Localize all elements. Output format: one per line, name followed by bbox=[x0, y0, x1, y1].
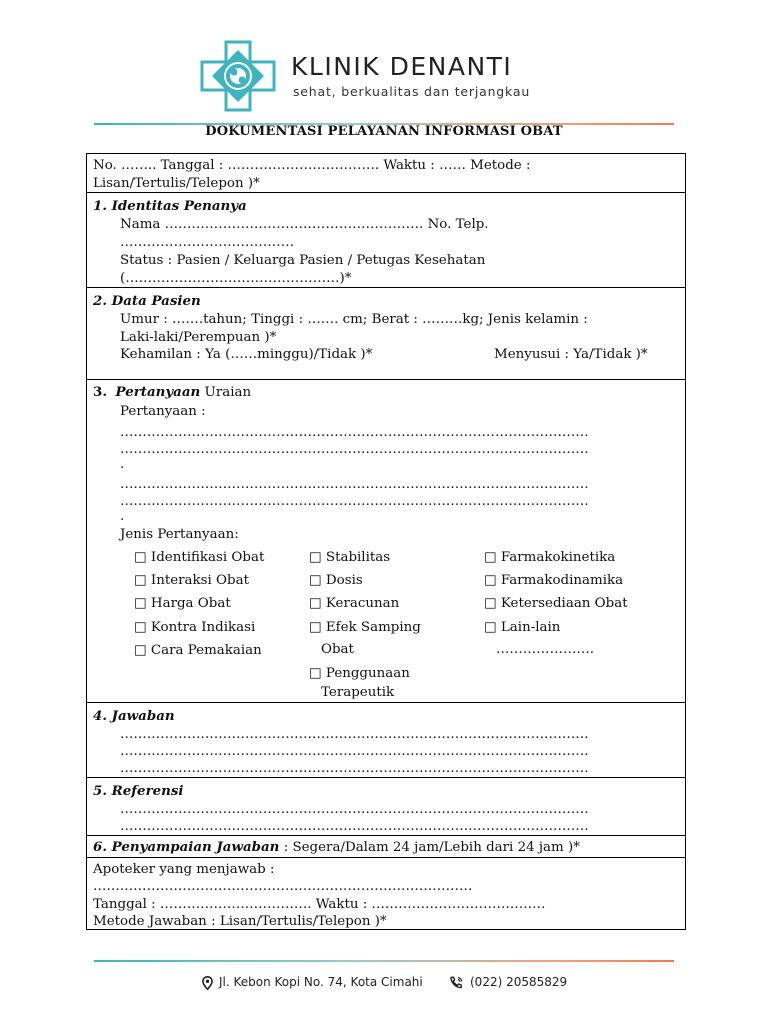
section-heading: 1. Identitas Penanya bbox=[93, 198, 247, 214]
apoteker-field: Apoteker yang menjawab : bbox=[93, 862, 275, 877]
checkbox-efek-samping-cont: Obat bbox=[321, 642, 354, 657]
checkbox-identifikasi-obat[interactable]: □ Identifikasi Obat bbox=[134, 550, 265, 565]
pertanyaan-label: Pertanyaan : bbox=[120, 404, 206, 419]
checkbox-kontra-indikasi[interactable]: □ Kontra Indikasi bbox=[134, 620, 256, 635]
section-heading: 6. Penyampaian Jawaban bbox=[93, 839, 280, 855]
location-pin-icon bbox=[202, 976, 213, 990]
pertanyaan-dot: . bbox=[120, 457, 125, 472]
status-paren: (…………………………………………)* bbox=[120, 271, 352, 286]
meta-line-2: Lisan/Tertulis/Telepon )* bbox=[93, 176, 260, 191]
phone-icon bbox=[449, 976, 464, 990]
section-heading: 4. Jawaban bbox=[93, 708, 175, 724]
checkbox-harga-obat[interactable]: □ Harga Obat bbox=[134, 596, 231, 611]
section-apoteker bbox=[87, 858, 685, 930]
checkbox-efek-samping[interactable]: □ Efek Samping bbox=[309, 620, 421, 635]
checkbox-farmakokinetika[interactable]: □ Farmakokinetika bbox=[484, 550, 616, 565]
jenis-kelamin-field: Laki-laki/Perempuan )* bbox=[120, 330, 277, 345]
meta-line-1: No. …….. Tanggal : ……………………………. Waktu : …… Metode : bbox=[93, 158, 531, 173]
pertanyaan-dots: …………………………………………………………………………………………… bbox=[120, 494, 589, 509]
jawaban-dots: …………………………………………………………………………………………… bbox=[120, 744, 589, 759]
pertanyaan-dots: …………………………………………………………………………………………… bbox=[120, 477, 589, 492]
footer-divider bbox=[94, 960, 674, 962]
checkbox-interaksi-obat[interactable]: □ Interaksi Obat bbox=[134, 573, 249, 588]
pertanyaan-dots: …………………………………………………………………………………………… bbox=[120, 442, 589, 457]
jawaban-dots: …………………………………………………………………………………………… bbox=[120, 727, 589, 742]
menyusui-field: Menyusui : Ya/Tidak )* bbox=[494, 347, 648, 362]
section-identitas-penanya bbox=[87, 193, 685, 288]
form-table bbox=[86, 153, 686, 930]
section-pertanyaan bbox=[87, 380, 685, 703]
letterhead bbox=[0, 0, 768, 120]
heading-label: Pertanyaan bbox=[115, 384, 201, 400]
section-meta bbox=[87, 154, 685, 193]
checkbox-stabilitas[interactable]: □ Stabilitas bbox=[309, 550, 391, 565]
penyampaian-options: : Segera/Dalam 24 jam/Lebih dari 24 jam )* bbox=[279, 840, 580, 855]
umur-field: Umur : …….tahun; Tinggi : ……. cm; Berat : ………kg; Jenis kelamin : bbox=[120, 312, 588, 327]
apoteker-dots: …………………………………………………………………………. bbox=[93, 879, 473, 894]
checkbox-penggunaan[interactable]: □ Penggunaan bbox=[309, 666, 410, 681]
lain-lain-dots: …………………. bbox=[496, 642, 594, 657]
telp-dots: ………………………………… bbox=[120, 235, 295, 250]
checkbox-lain-lain[interactable]: □ Lain-lain bbox=[484, 620, 561, 635]
heading-rest: Uraian bbox=[204, 385, 252, 400]
clinic-name: KLINIK DENANTI bbox=[291, 52, 513, 81]
pertanyaan-dot: . bbox=[120, 509, 125, 524]
section-heading: 5. Referensi bbox=[93, 783, 184, 799]
section-penyampaian-jawaban bbox=[87, 836, 685, 858]
referensi-dots: …………………………………………………………………………………………… bbox=[120, 819, 589, 834]
checkbox-penggunaan-cont: Terapeutik bbox=[321, 685, 395, 700]
pertanyaan-dots: …………………………………………………………………………………………… bbox=[120, 425, 589, 440]
jenis-pertanyaan-label: Jenis Pertanyaan: bbox=[120, 527, 239, 542]
referensi-dots: …………………………………………………………………………………………… bbox=[120, 802, 589, 817]
nama-field: Nama …………………………………………………. No. Telp. bbox=[120, 217, 489, 232]
metode-jawaban-field: Metode Jawaban : Lisan/Tertulis/Telepon )* bbox=[93, 914, 387, 929]
footer-address: Jl. Kebon Kopi No. 74, Kota Cimahi bbox=[219, 975, 423, 989]
section-heading bbox=[93, 384, 251, 400]
tanggal-waktu-field: Tanggal : ……………………………. Waktu : ………………………………… bbox=[93, 897, 546, 912]
footer-phone: (022) 20585829 bbox=[470, 975, 568, 989]
checkbox-cara-pemakaian[interactable]: □ Cara Pemakaian bbox=[134, 643, 262, 658]
section-data-pasien bbox=[87, 288, 685, 380]
jawaban-dots: …………………………………………………………………………………………… bbox=[120, 761, 589, 776]
section-heading: 2. Data Pasien bbox=[93, 293, 201, 309]
checkbox-dosis[interactable]: □ Dosis bbox=[309, 573, 363, 588]
kehamilan-field: Kehamilan : Ya (……minggu)/Tidak )* bbox=[120, 347, 373, 362]
heading-number: 3. bbox=[93, 384, 107, 400]
section-jawaban bbox=[87, 703, 685, 778]
checkbox-keracunan[interactable]: □ Keracunan bbox=[309, 596, 400, 611]
clinic-logo-icon bbox=[200, 40, 276, 112]
section-referensi bbox=[87, 778, 685, 836]
status-field: Status : Pasien / Keluarga Pasien / Petugas Kesehatan bbox=[120, 253, 486, 268]
checkbox-ketersediaan-obat[interactable]: □ Ketersediaan Obat bbox=[484, 596, 628, 611]
checkbox-farmakodinamika[interactable]: □ Farmakodinamika bbox=[484, 573, 624, 588]
document-title: DOKUMENTASI PELAYANAN INFORMASI OBAT bbox=[205, 124, 563, 139]
clinic-tagline: sehat, berkualitas dan terjangkau bbox=[293, 84, 531, 99]
penyampaian-line bbox=[93, 839, 580, 855]
